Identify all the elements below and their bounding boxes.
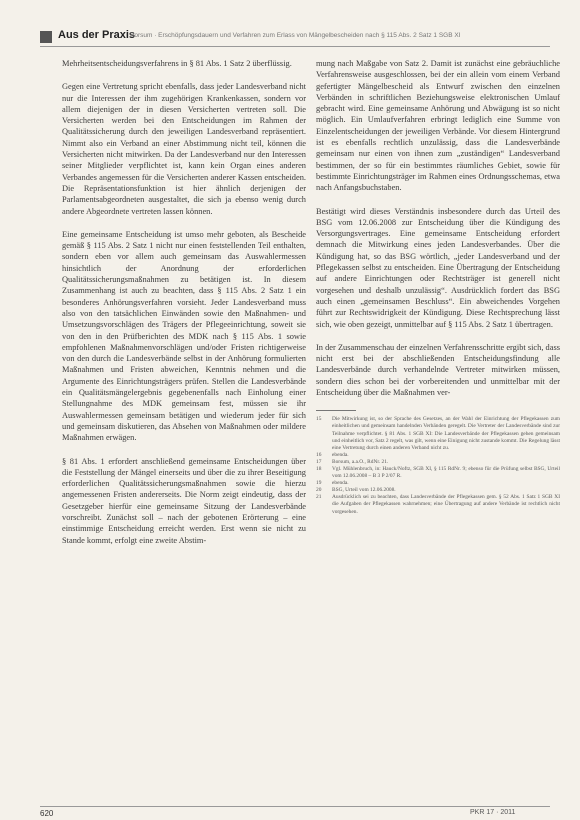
paragraph: In der Zusammenschau der einzelnen Verfahrensschritte ergibt sich, dass nicht erst bei der abschließenden Entscheidungsfindung alle Landesverbände durch verhandelnde Vertreter mitwirken müssen, sondern dies schon bei der vorbereitenden und unmittelbar mit der Entscheidung über die Maßnahmen ver- [316,342,560,398]
footnote-text: BSG, Urteil vom 12.06.2008. [332,487,396,494]
footnote [316,416,560,451]
footnote-number: 19 [316,480,322,487]
footnote-text: Die Mitwirkung ist, so der Sprache des Gesetzes, an der Wahl der Einrichtung der Pflegekassen zum einheitlichen und gemeinsam handelnden Verbänden geregelt. Die Vertreter der Landesverbände sind zur Teilnahme verpflichtet. § 81 Abs. 1 SGB XI: Die Landesverbände der Pflegekassen gehen gemeinsam und einheitlich vor, Satz 2 regelt, was gilt, wenn eine Einigung nicht zustande kommt. Die Regelung lässt eine Vertretung durch einen anderen Verband nicht zu. [332,416,560,451]
footnote [316,480,560,487]
footnote-number: 15 [316,416,322,423]
footnote-number: 21 [316,494,322,501]
paragraph: § 81 Abs. 1 erfordert anschließend gemeinsame Entscheidungen über die Feststellung der Mängel einerseits und über die zu ihrer Beseitigung erforderlichen Qualitätssicherungsmaßnahmen sowie die hierzu angemessenen Fristen andererseits. Die Norm zeigt eindeutig, dass der Gesetzgeber hierfür eine gemeinsame Sitzung der Landesverbände vorschreibt. Zunächst soll – nach der gebotenen Erörterung – eine einstimmige Entscheidung erreicht werden. Erst wenn sie nicht zu Stande kommt, erfolgt eine zweite Abstim- [62,456,306,545]
footnote-text: Ausdrücklich sei zu beachten, dass Landesverbände der Pflegekassen gem. § 52 Abs. 1 Satz 1 SGB XI die Aufgaben der Pflegekassen wahrnehmen; eine Übertragung auf andere Verbände ist rechtlich nicht vorgesehen. [332,494,560,515]
page-header [0,0,580,46]
footnote-rule [316,410,356,411]
footnote-number: 18 [316,465,322,472]
running-header: Borsum · Erschöpfungsdauern und Verfahren zum Erlass von Mängelbescheiden nach § 115 Abs. 2 Satz 1 SGB XI [130,32,461,39]
footnote-number: 17 [316,458,322,465]
header-rule [40,46,550,47]
paragraph: Bestätigt wird dieses Verständnis insbesondere durch das Urteil des BSG vom 12.06.2008 zur Entscheidung über die Kündigung des Versorgungsvertrages. Eine gemeinsame Entscheidung erfordert demnach die Mitwirkung eines jeden Landesverbandes. Über die Kündigung hat, so das BSG wörtlich, „jeder Landesverband und der Pflegekassen selbst zu entscheiden. Eine Übertragung der Entscheidung auf andere Einrichtungen oder Rechtsträger ist generell nicht vorgesehen und deshalb unzulässig“. Ausdrücklich fordert das BSG auch einen „gemeinsamen Beschluss“. Ein abweichendes Vorgehen führt zur Rechtswidrigkeit der Kündigung. Diese Rechtsprechung lässt sich, wie oben gezeigt, unmittelbar auf § 115 Abs. 2 Satz 1 übertragen. [316,206,560,329]
paragraph: Eine gemeinsame Entscheidung ist umso mehr geboten, als Bescheide gemäß § 115 Abs. 2 Satz 1 nicht nur einen feststellenden Teil enthalten, sondern eben vor allem auch gemeinsam das Auswahlermessen hinsichtlich der Anordnung der erforderlichen Qualitätssicherungsmaßnahmen zu betätigen ist. In diesem Zusammenhang ist auch zu beachten, dass § 115 Abs. 2 Satz 1 ein besonderes Anhörungsverfahren vorsieht. Jeder Landesverband muss also von den tatsächlichen Einwänden sowie den Maßnahmen- und Umsetzungsvorschlägen des Trägers der Pflegeeinrichtung, soweit sie von den in den Prüfberichten des MDK nach § 115 Abs. 1 sowie empfohlenen Maßnahmenvorschlägen und/oder Fristen richtigerweise von den durch die Landesverbände selbst in der Anhörung formulierten Maßnahmen und Fristen abweichen, Kenntnis nehmen und die Argumente des Einrichtungsträgers prüfen. Stellen die Landesverbände ein Qualitätsmängelergebnis gegebenenfalls nach Einholung einer Stellungnahme des MDK gemeinsam fest, müssen sie ihr Auswahlermessen gemeinsam betätigen und wiederum jeder für sich und gemeinsam diskutieren, das Absehen von Maßnahmen oder mildere Maßnahmen erwägen. [62,229,306,443]
footnote-text: Borsum, a.a.O., RdNr. 21. [332,458,389,465]
right-column [316,58,560,516]
footer-rule [40,806,550,807]
footnote-number: 16 [316,451,322,458]
journal-reference: PKR 17 · 2011 [470,809,516,816]
rubric-marker [40,31,52,43]
footnote-text: Vgl. Mühlenbruch, in: Hauck/Noftz, SGB XI, § 115 RdNr. 9; ebenso für die Prüfung selbst BSG, Urteil vom 12.06.2008 – B 3 P 2/07 R. [332,465,560,480]
paragraph: Mehrheitsentscheidungsverfahrens in § 81 Abs. 1 Satz 2 überflüssig. [62,59,292,68]
footnote [316,452,560,459]
left-column [62,58,306,558]
footnote [316,466,560,480]
footnote-text: ebenda. [332,480,349,487]
footnote [316,459,560,466]
paragraph: Gegen eine Vertretung spricht ebenfalls, dass jeder Landesverband nicht nur die Interessen der ihm zugehörigen Krankenkassen, sondern vor allem diejenigen der in diesen Versicherten vertreten soll. Die Versicherten werden bei den Entscheidungen im Rahmen der Qualitätssicherung durch den jeweiligen Landesverband repräsentiert. Nimmt also ein Verband an einer Abstimmung nicht teil, können die Versicherten nicht mitwirken. Da der Landesverband nur den Interessen seiner Mitglieder verpflichtet ist, kann kein Organ eines anderen Verbandes angemessen für die Versicherten anderer Kassen entscheiden. Die Repräsentationsfunktion ist hier ähnlich derjenigen der Parlamentsabgeordneten ausgestaltet, die sich ja ebenso wenig durch andere Abgeordnete vertreten lassen können. [62,82,306,216]
footnote-number: 20 [316,487,322,494]
footnote [316,494,560,515]
footnote-text: ebenda. [332,451,349,458]
paragraph: mung nach Maßgabe von Satz 2. Damit ist zunächst eine gebräuchliche Verfahrensweise ausgeschlossen, bei der ein allein vom einem Verband gefertigter Mängelbescheid als Entwurf zwischen den einzelnen Verbänden in schriftlichen Beziehungsweise elektronischen Umlauf gebracht wird. Eine gemeinsame Anhörung und Abwägung ist so nicht möglich. Ein Umlaufverfahren erbringt lediglich eine Summe von Einzelentscheidungen der jeweiligen Verbände. Vor diesem Hintergrund ist es ebenfalls rechtlich unzulässig, dass die Landesverbände gemeinsam nur einen von ihnen zum „zuständigen“ Landesverband bestimmen, der so für ein bestimmtes räumliches Gebiet, sowie für bestimmte Einrichtungsträger im Rahmen eines Ordnungsschemas, etwa nach Anfangsbuchstaben. [316,59,560,193]
rubric-title: Aus der Praxis [58,29,136,41]
footnotes [316,416,560,515]
page-number: 620 [40,809,54,818]
